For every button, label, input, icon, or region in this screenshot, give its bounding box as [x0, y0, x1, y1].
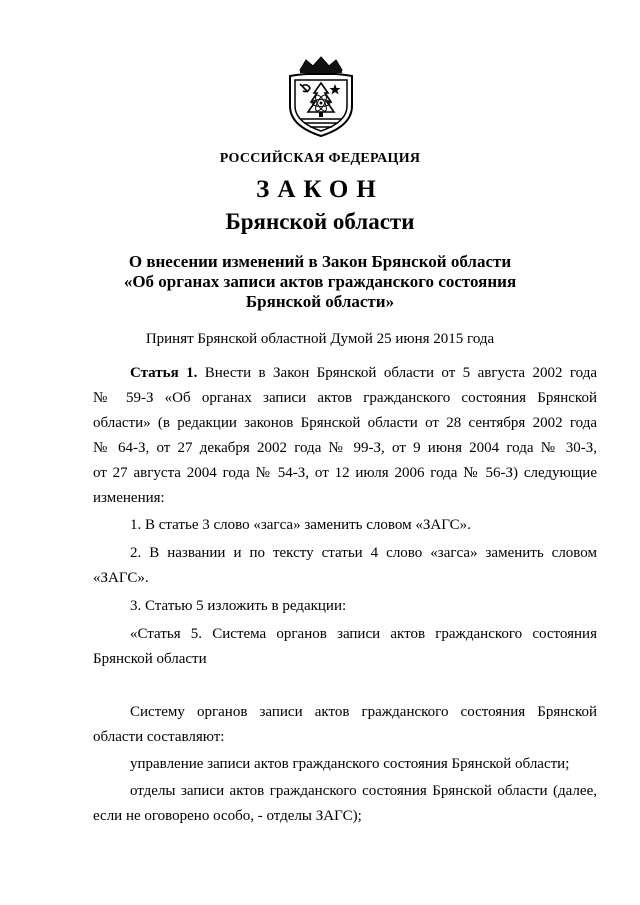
system-item-1-text: управление записи актов гражданского состояния Брянской области; [130, 756, 570, 772]
item-3-text: 3. Статью 5 изложить в редакции: [130, 598, 347, 614]
system-line: Систему органов записи актов гражданского состояния Брянской [130, 704, 597, 720]
system-line: области составляют: [93, 729, 225, 745]
adoption-note: Принят Брянской областной Думой 25 июня 2015 года [145, 331, 495, 347]
article-1-line: от 27 августа 2004 года № 54-З, от 12 июля 2006 года № 56-З) следующие [93, 465, 597, 481]
law-subtitle [0, 252, 640, 312]
system-paragraph [93, 700, 597, 750]
quoted-title-line: Брянской области [93, 651, 207, 667]
article-1-label: Статья 1. [130, 365, 198, 381]
item-2 [93, 541, 597, 591]
item-2-line: 2. В названии и по тексту статьи 4 слово «загса» заменить словом [130, 545, 597, 561]
system-item-2 [93, 779, 597, 829]
item-1 [93, 513, 597, 538]
article-1-line: области» (в редакции законов Брянской области от 28 сентября 2002 года [93, 415, 597, 431]
item-2-line: «ЗАГС». [93, 570, 149, 586]
region-heading: Брянской области [225, 209, 415, 234]
subtitle-line: Брянской области» [245, 292, 395, 311]
law-heading: ЗАКОН [256, 176, 384, 203]
country-heading: РОССИЙСКАЯ ФЕДЕРАЦИЯ [219, 151, 421, 166]
quoted-article-title [93, 622, 597, 672]
system-item-2-line: если не оговорено особо, - отделы ЗАГС); [93, 808, 362, 824]
quoted-title-line: «Статья 5. Система органов записи актов гражданского состояния [130, 626, 597, 642]
article-1-line: № 64-З, от 27 декабря 2002 года № 99-З, от 9 июня 2004 года № 30-З, [93, 440, 597, 456]
article-1-line: Статья 1. Внести в Закон Брянской области от 5 августа 2002 года [130, 365, 597, 381]
article-1-paragraph [93, 361, 597, 511]
system-item-2-line: отделы записи актов гражданского состояния Брянской области (далее, [130, 783, 597, 799]
coat-of-arms-icon [286, 56, 356, 138]
subtitle-line: «Об органах записи актов гражданского состояния [123, 272, 517, 291]
article-1-line: изменения: [93, 490, 165, 506]
article-1-line: № 59-З «Об органах записи актов гражданского состояния Брянской [93, 390, 597, 406]
system-item-1 [93, 752, 597, 777]
item-1-text: 1. В статье 3 слово «загса» заменить словом «ЗАГС». [130, 517, 471, 533]
subtitle-line: О внесении изменений в Закон Брянской области [128, 252, 512, 271]
item-3 [93, 594, 597, 619]
